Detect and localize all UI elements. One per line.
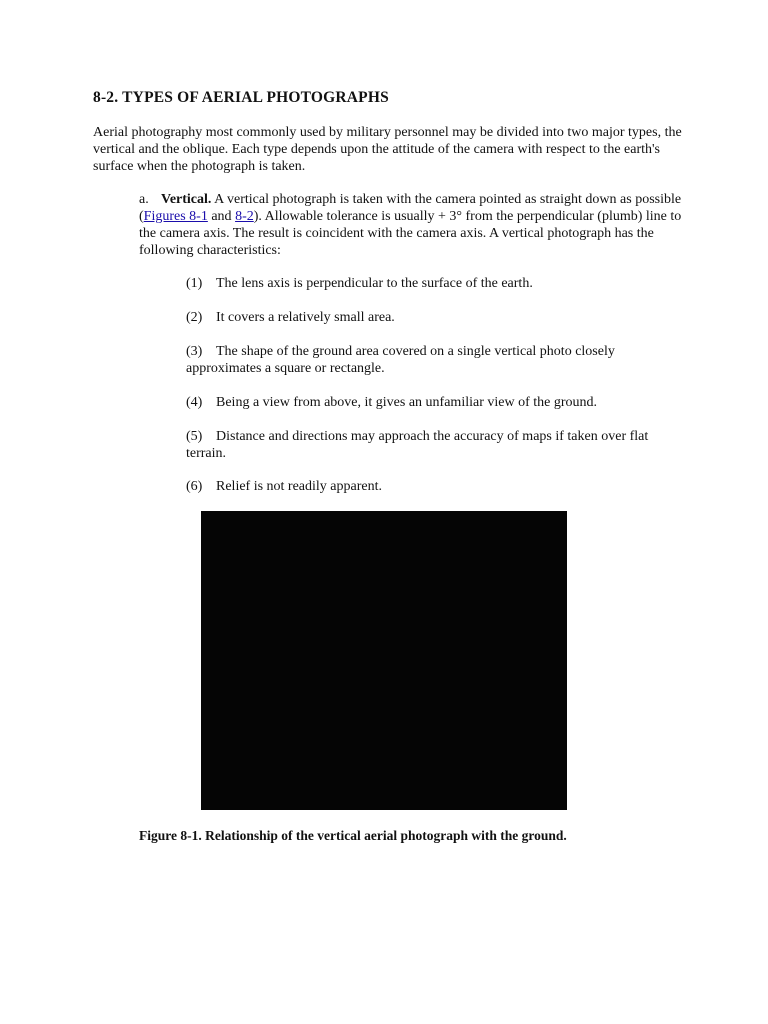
- intro-paragraph: Aerial photography most commonly used by military personnel may be divided into two major types, the vertical and the oblique. Each type depends upon the attitude of the camera with respect to the earth's surface when the photograph is taken.: [93, 125, 682, 174]
- subsection-text-3: ). Allowable tolerance is usually + 3° from the perpendicular (plumb) line to the camera axis. The result is coincident with the camera axis. A vertical photograph has the following characteristics:: [139, 209, 682, 258]
- list-item-text: Relief is not readily apparent.: [216, 479, 382, 494]
- list-item-number: (3): [186, 344, 203, 359]
- list-item-text: The lens axis is perpendicular to the surface of the earth.: [216, 276, 533, 291]
- list-item: [186, 394, 686, 411]
- subsection-vertical: [139, 191, 684, 259]
- list-item: [186, 478, 686, 495]
- list-item-number: (2): [186, 310, 203, 325]
- list-item: [186, 309, 686, 326]
- list-item-number: (6): [186, 479, 203, 494]
- list-item-text: Distance and directions may approach the accuracy of maps if taken over flat terrain.: [186, 429, 649, 461]
- list-item: [186, 275, 686, 292]
- subsection-title: Vertical.: [161, 192, 212, 207]
- list-item-text: The shape of the ground area covered on a single vertical photo closely approximates a square or rectangle.: [186, 344, 615, 376]
- figure-caption: Figure 8-1. Relationship of the vertical aerial photograph with the ground.: [139, 828, 567, 843]
- subsection-marker: a.: [139, 192, 149, 207]
- list-item-number: (1): [186, 276, 203, 291]
- figure-8-2-link[interactable]: 8-2: [235, 209, 254, 224]
- subsection-text-1: A vertical photograph is taken with the camera pointed as straight down as possible (: [139, 192, 682, 224]
- list-item: [186, 343, 686, 377]
- figure-8-1-image: [201, 511, 567, 810]
- section-heading: 8-2. TYPES OF AERIAL PHOTOGRAPHS: [93, 89, 389, 106]
- list-item-number: (4): [186, 395, 203, 410]
- list-item-number: (5): [186, 429, 203, 444]
- list-item: [186, 428, 686, 462]
- list-item-text: Being a view from above, it gives an unfamiliar view of the ground.: [216, 395, 598, 410]
- subsection-text-2: and: [207, 209, 236, 224]
- list-item-text: It covers a relatively small area.: [216, 310, 395, 325]
- figures-8-1-link[interactable]: Figures 8-1: [143, 209, 208, 224]
